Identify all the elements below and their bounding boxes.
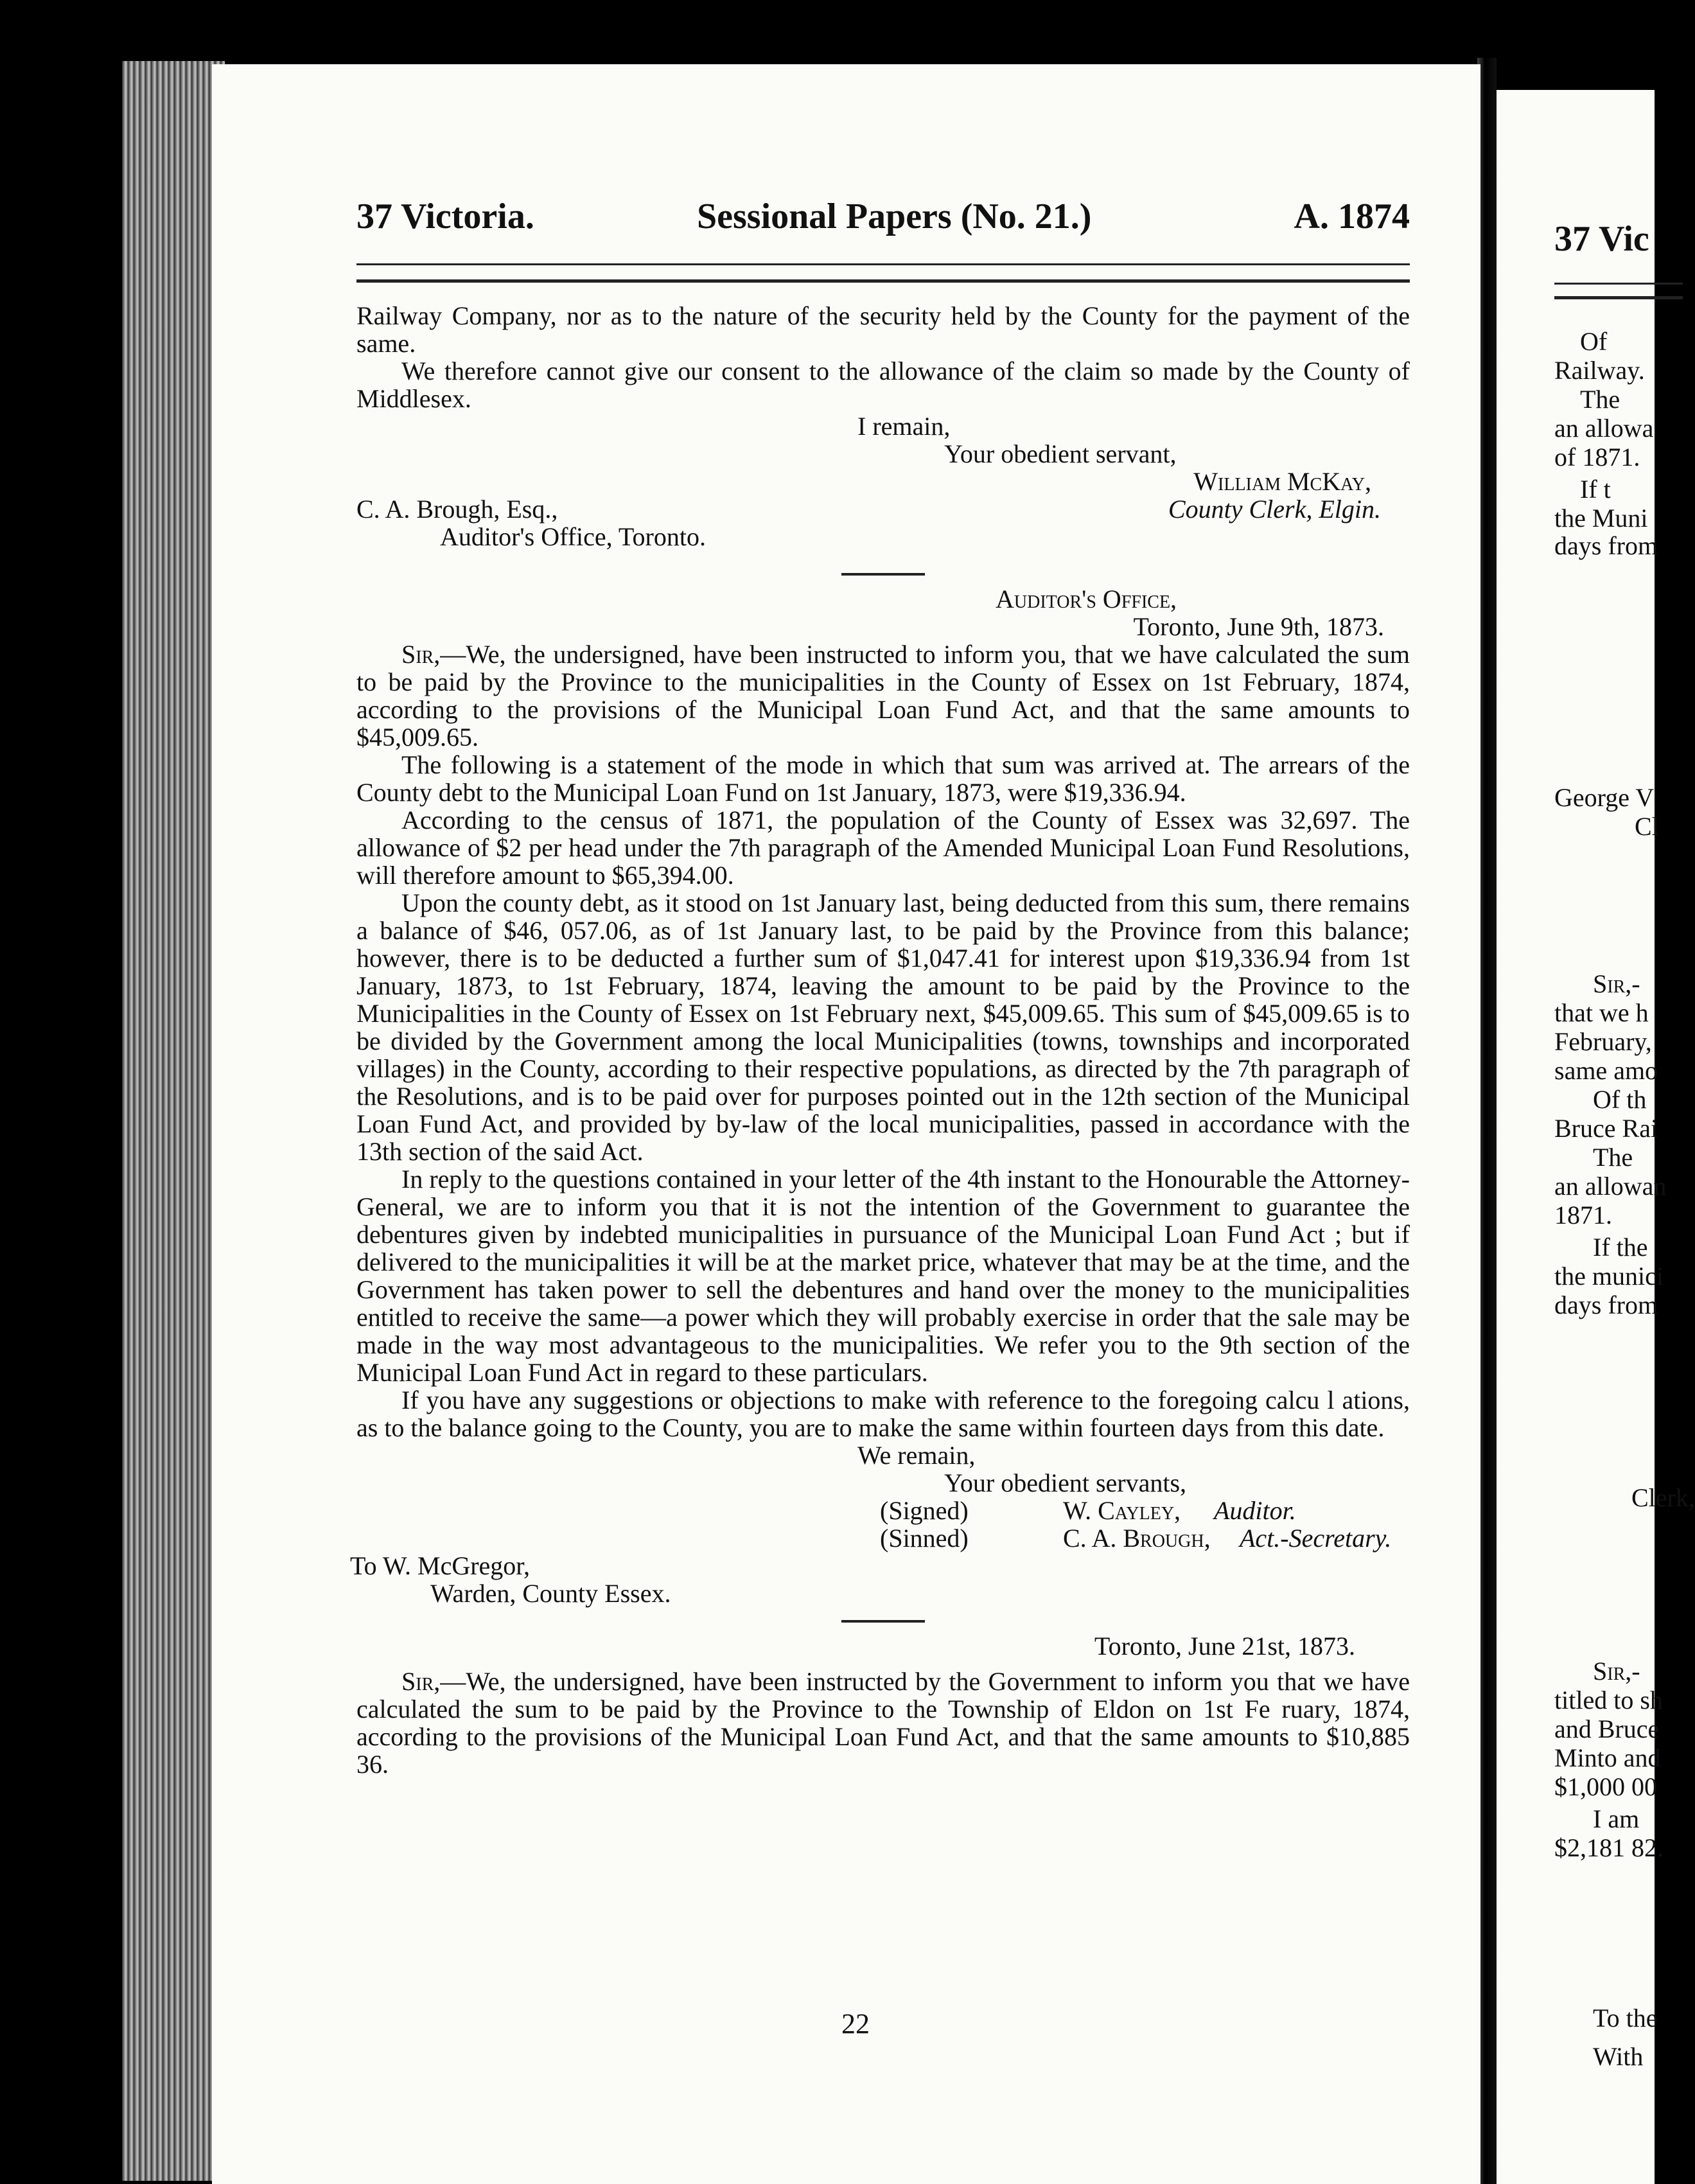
letter2-salutation: Sir,: [401, 640, 441, 669]
letter1-closing2: Your obedient servant,: [944, 439, 1177, 468]
facing-line: titled to sh: [1554, 1686, 1663, 1714]
header-center: Sessional Papers (No. 21.): [697, 197, 1092, 236]
letter2-addressee-name: To W. McGregor,: [350, 1551, 530, 1580]
facing-line: of 1871.: [1554, 443, 1640, 471]
letter2-para3: According to the census of 1871, the population of the County of Essex was 32,697. The allowance of $2 per head under the 7th paragraph of the Amended Municipal Loan Fund Resolutions, will therefore amount to $65,394.00.: [356, 806, 1410, 890]
facing-line: To the: [1593, 2003, 1658, 2032]
header-left: 37 Victoria.: [356, 197, 534, 236]
signature1-title: Auditor.: [1214, 1496, 1296, 1525]
facing-line: that we h: [1554, 998, 1649, 1027]
facing-line: George V: [1554, 783, 1655, 812]
letter1-addressee-name: C. A. Brough, Esq.,: [356, 495, 558, 524]
letter2-closing2: Your obedient servants,: [944, 1468, 1187, 1497]
letter2-signature2-row: [356, 1524, 1410, 1552]
letter2-addressee-title: Warden, County Essex.: [430, 1579, 671, 1608]
page-body: [350, 301, 1410, 1779]
letter3-para1: [356, 1668, 1410, 1778]
letter1-closing2-row: [356, 440, 1410, 468]
letter1-para1: Railway Company, nor as to the nature of the security held by the County for the payment of the same.: [356, 301, 1410, 358]
running-header: [356, 196, 1410, 254]
signature2-name: C. A. Brough,: [1063, 1524, 1211, 1553]
letter1-office-row: [356, 523, 1410, 550]
letter2-signature1-row: [356, 1497, 1410, 1524]
signature1-name: W. Cayley,: [1063, 1496, 1181, 1525]
letter2-closing1: We remain,: [857, 1441, 976, 1470]
letter1-signer-title: County Clerk, Elgin.: [1168, 495, 1381, 524]
facing-page-header: 37 Vic: [1554, 219, 1649, 259]
facing-line: Of th: [1593, 1085, 1647, 1114]
letter1-addressee-row: [356, 495, 1410, 523]
letter1-para2: We therefore cannot give our consent to the allowance of the claim so made by the County of Middlesex.: [356, 357, 1410, 413]
facing-line: I am: [1593, 1804, 1640, 1833]
facing-line: The: [1593, 1143, 1633, 1172]
facing-line: If t: [1580, 475, 1611, 504]
letter2-date: Toronto, June 9th, 1873.: [1133, 612, 1384, 641]
letter2-para5: In reply to the questions contained in your letter of the 4th instant to the Honourable the Attorney-General, we are to inform you that it is not the intention of the Government to guarantee the debentures given by indebted municipalities in pursuance of the Municipal Loan Fund Act ; but if delivered to the municipalities it will be at the market price, whatever that may be at the time, and the Government has taken power to sell the debentures and hand over the money to the municipalities entitled to receive the same—a power which they will probably exercise in order that the sale may be made in the way most advantageous to the municipalities. We refer you to the 9th section of the Municipal Loan Fund Act in regard to these particulars.: [356, 1165, 1410, 1387]
letter2-para1-text: —We, the undersigned, have been instructed to inform you, that we have calculated the sum to be paid by the Province to the municipalities in the County of Essex on 1st February, 1874, according to the provisions of the Municipal Loan Fund Act, and that the same amounts to $45,009.65.: [356, 640, 1410, 752]
page-stack-edge: [122, 61, 225, 2181]
facing-line: Clerk,: [1631, 1483, 1695, 1512]
letter1-signer-name: William McKay,: [1193, 467, 1371, 496]
letter1-closing1: I remain,: [857, 412, 951, 441]
facing-line: February,: [1554, 1027, 1652, 1056]
facing-line: With: [1593, 2042, 1644, 2071]
signature2-title: Act.-Secretary.: [1240, 1524, 1392, 1553]
signature2-mark: (Sinned): [880, 1524, 969, 1553]
facing-line: Bruce Rai: [1554, 1114, 1658, 1143]
letter3-salutation: Sir,: [401, 1667, 441, 1696]
page-number: 22: [841, 2008, 870, 2039]
letter2-para6: If you have any suggestions or objections to make with reference to the foregoing calcu l ations, as to the balance going to the County, you are to make the same within fourteen days from this date.: [356, 1386, 1410, 1442]
header-rule: [356, 263, 1410, 283]
facing-line: days from: [1554, 531, 1658, 560]
facing-line: The: [1580, 385, 1620, 414]
facing-line: Of: [1580, 327, 1608, 356]
facing-line: an allowa: [1554, 414, 1654, 443]
facing-line: Sir,-: [1593, 1657, 1640, 1686]
letter2-closing2-row: [356, 1469, 1410, 1497]
letter1-closing1-row: [356, 412, 1410, 440]
letter3-para1-text: —We, the undersigned, have been instructed by the Government to inform you that we have calculated the sum to be paid by the Province to the Township of Eldon on 1st Fe ruary, 1874, according to the provisions of the Municipal Loan Fund Act, and that the same amounts to $10,885 36.: [356, 1667, 1410, 1779]
facing-line: same amo: [1554, 1056, 1658, 1085]
facing-line: the Muni: [1554, 504, 1648, 533]
facing-line: Cl: [1635, 812, 1659, 841]
facing-line: the munici: [1554, 1262, 1664, 1290]
facing-line: Minto and: [1554, 1743, 1661, 1772]
header-right: A. 1874: [1294, 197, 1410, 236]
letter1-signer-row: [356, 468, 1410, 495]
facing-line: days from: [1554, 1290, 1658, 1319]
letter3-date-row: [356, 1632, 1410, 1660]
letter2-para2: The following is a statement of the mode in which that sum was arrived at. The arrears of the County debt to the Municipal Loan Fund on 1st January, 1873, were $19,336.94.: [356, 750, 1410, 807]
signature1-mark: (Signed): [880, 1496, 969, 1525]
letter2-addressee-row: [350, 1551, 1410, 1580]
facing-line: 1871.: [1554, 1201, 1612, 1229]
facing-line: an allowan: [1554, 1172, 1667, 1201]
letter2-place: Auditor's Office,: [996, 585, 1177, 613]
letter2-date-row: [356, 613, 1410, 640]
letter2-para4: Upon the county debt, as it stood on 1st January last, being deducted from this sum, there remains a balance of $46, 057.06, as of 1st January last, to be paid by the Province from this balance; however, there is to be deducted a further sum of $1,047.41 for interest upon $19,336.94 from 1st January, 1873, to 1st February, 1874, leaving the amount to be paid by the Province to the Municipalities in the County of Essex on 1st February next, $45,009.65. This sum of $45,009.65 is to be divided by the Government among the local Municipalities (towns, townships and incorporated villages) in the County, according to their respective populations, as directed by the 7th paragraph of the Resolutions, and is to be paid over for purposes pointed out in the 12th section of the Municipal Loan Fund Act, and provided by by-law of the local municipalities, passed in accordance with the 13th section of the said Act.: [356, 888, 1410, 1166]
facing-line: If the: [1593, 1233, 1648, 1262]
facing-line: Sir,-: [1593, 969, 1640, 998]
letter2-closing1-row: [356, 1441, 1410, 1469]
letter2-place-row: [356, 585, 1410, 613]
facing-page-rule: [1554, 283, 1683, 299]
letter1-addressee-office: Auditor's Office, Toronto.: [440, 522, 706, 551]
letter2-addressee-title-row: [356, 1580, 1410, 1607]
facing-line: and Bruce: [1554, 1714, 1660, 1743]
facing-line: $2,181 82.: [1554, 1833, 1664, 1862]
letter3-date: Toronto, June 21st, 1873.: [1094, 1632, 1355, 1660]
letter2-para1: [356, 640, 1410, 751]
facing-line: Railway.: [1554, 356, 1645, 385]
facing-page: [1497, 90, 1695, 2184]
facing-line: $1,000 00: [1554, 1772, 1657, 1801]
